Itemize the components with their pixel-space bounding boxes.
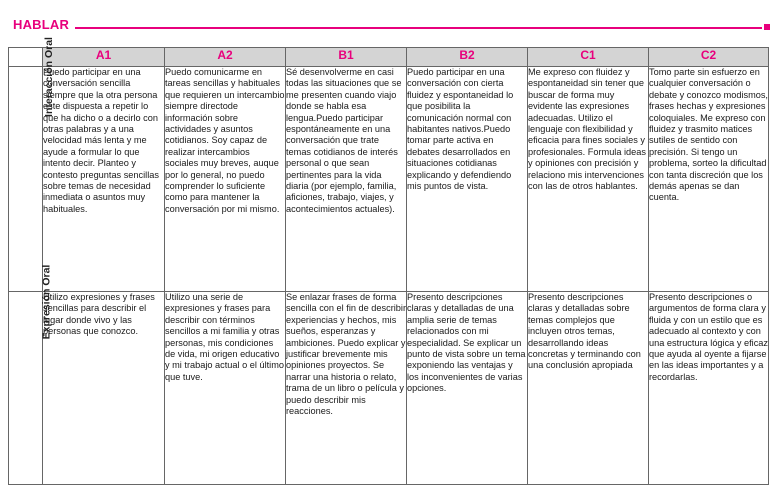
descriptor-expresion-c2: Presento descripciones o argumentos de forma clara y fluida y con un estilo que es adecuado al contexto y con una estructura lógica y eficaz que ayuda al oyente a fijarse en las ideas importantes y a recordarlas. <box>649 292 769 485</box>
level-header-c1: C1 <box>528 48 649 67</box>
table-corner <box>9 48 43 67</box>
section-header <box>13 17 773 37</box>
descriptor-expresion-c1: Presento descripciones claras y detalladas sobre temas complejos que incluyen otros temas, desarrollando ideas concretas y terminando con una conclusión apropiada <box>528 292 649 485</box>
table-row-expresion-oral <box>9 292 769 485</box>
descriptor-expresion-a2: Utilizo una serie de expresiones y frases para describir con términos sencillos a mi familia y otras personas, mis condiciones de vida, mi origen educativo y mi trabajo actual o el último que tuve. <box>165 292 286 485</box>
level-header-b2: B2 <box>407 48 528 67</box>
descriptor-expresion-a1: Utilizo expresiones y frases sencillas para describir el lugar donde vivo y las personas que conozco. <box>43 292 165 485</box>
level-header-b1: B1 <box>286 48 407 67</box>
row-label-cell <box>9 37 55 292</box>
descriptor-interaccion-b2: Puedo participar en una conversación con cierta fluidez y espontaneidad lo que posibilita la comunicación normal con habitantes nativos.Puedo tomar parte activa en debates desarrollados en situaciones cotidianas explicando y defendiendo mis puntos de vista. <box>407 67 528 292</box>
section-title: HABLAR <box>13 17 70 32</box>
descriptor-interaccion-a1: Puedo participar en una conversación sencilla siempre que la otra persona este dispuesta a repetir lo que ha dicho o a decirlo con otras palabras y a una velocidad más lenta y me ayude a formular lo que intento decir. Planteo y contesto preguntas sencillas sobre temas de necesidad inmediata o asuntos muy habituales. <box>43 67 165 292</box>
row-label-interaccion-oral: Interacción Oral <box>42 37 55 117</box>
descriptor-interaccion-b1: Sé desenvolverme en casi todas las situaciones que se me presenten cuando viajo donde se habla esa lengua.Puedo participar espontáneamente en una conversación que trate temas cotidianos de interés personal o que sean pertinentes para la vida diaria (por ejemplo, familia, aficiones, trabajo, viajes, y acontecimientos actuales). <box>286 67 407 292</box>
descriptor-interaccion-a2: Puedo comunicarme en tareas sencillas y habituales que requieren un intercambio siempre directode información sobre actividades y asuntos cotidianos. Soy capaz de realizar intercambios sociales muy breves, auque por lo general, no puedo comprender lo suficiente como para mantener la conversación por mi mismo. <box>165 67 286 292</box>
level-header-a2: A2 <box>165 48 286 67</box>
row-label-expresion-oral: Expresión Oral <box>40 264 53 340</box>
header-divider <box>75 27 762 29</box>
table-row-interaccion-oral <box>9 67 769 292</box>
level-header-a1: A1 <box>43 48 165 67</box>
level-header-c2: C2 <box>649 48 769 67</box>
descriptor-expresion-b1: Se enlazar frases de forma sencilla con el fin de describir experiencias y hechos, mis sueños, esperanzas y ambiciones. Puedo explicar y justificar brevemente mis opiniones proyectos. Se narrar una historia o relato, trama de un libro o película y puedo describir mis reacciones. <box>286 292 407 485</box>
speaking-levels-table <box>8 37 769 485</box>
header-end-square-icon <box>764 24 770 30</box>
descriptor-expresion-b2: Presento descripciones claras y detalladas de una amplia serie de temas relacionados con mi especialidad. Se explicar un punto de vista sobre un tema exponiendo las ventajas y los inconvenientes de varias opciones. <box>407 292 528 485</box>
level-header-row <box>9 48 769 67</box>
row-label-cell <box>9 264 53 485</box>
descriptor-interaccion-c1: Me expreso con fluidez y espontaneidad sin tener que buscar de forma muy evidente las expresiones adecuadas. Utilizo el lenguaje con flexibilidad y eficacia para fines sociales y profesionales. Formula ideas y opiniones con precisión y relaciono mis intervenciones con las de otros hablantes. <box>528 67 649 292</box>
descriptor-interaccion-c2: Tomo parte sin esfuerzo en cualquier conversación o debate y conozco modismos, frases hechas y expresiones coloquiales. Me expreso con fluidez y trasmito matices sutiles de sentido con precisión. Si tengo un problema, sorteo la dificultad con tanta discreción que los demás apenas se dan cuenta. <box>649 67 769 292</box>
